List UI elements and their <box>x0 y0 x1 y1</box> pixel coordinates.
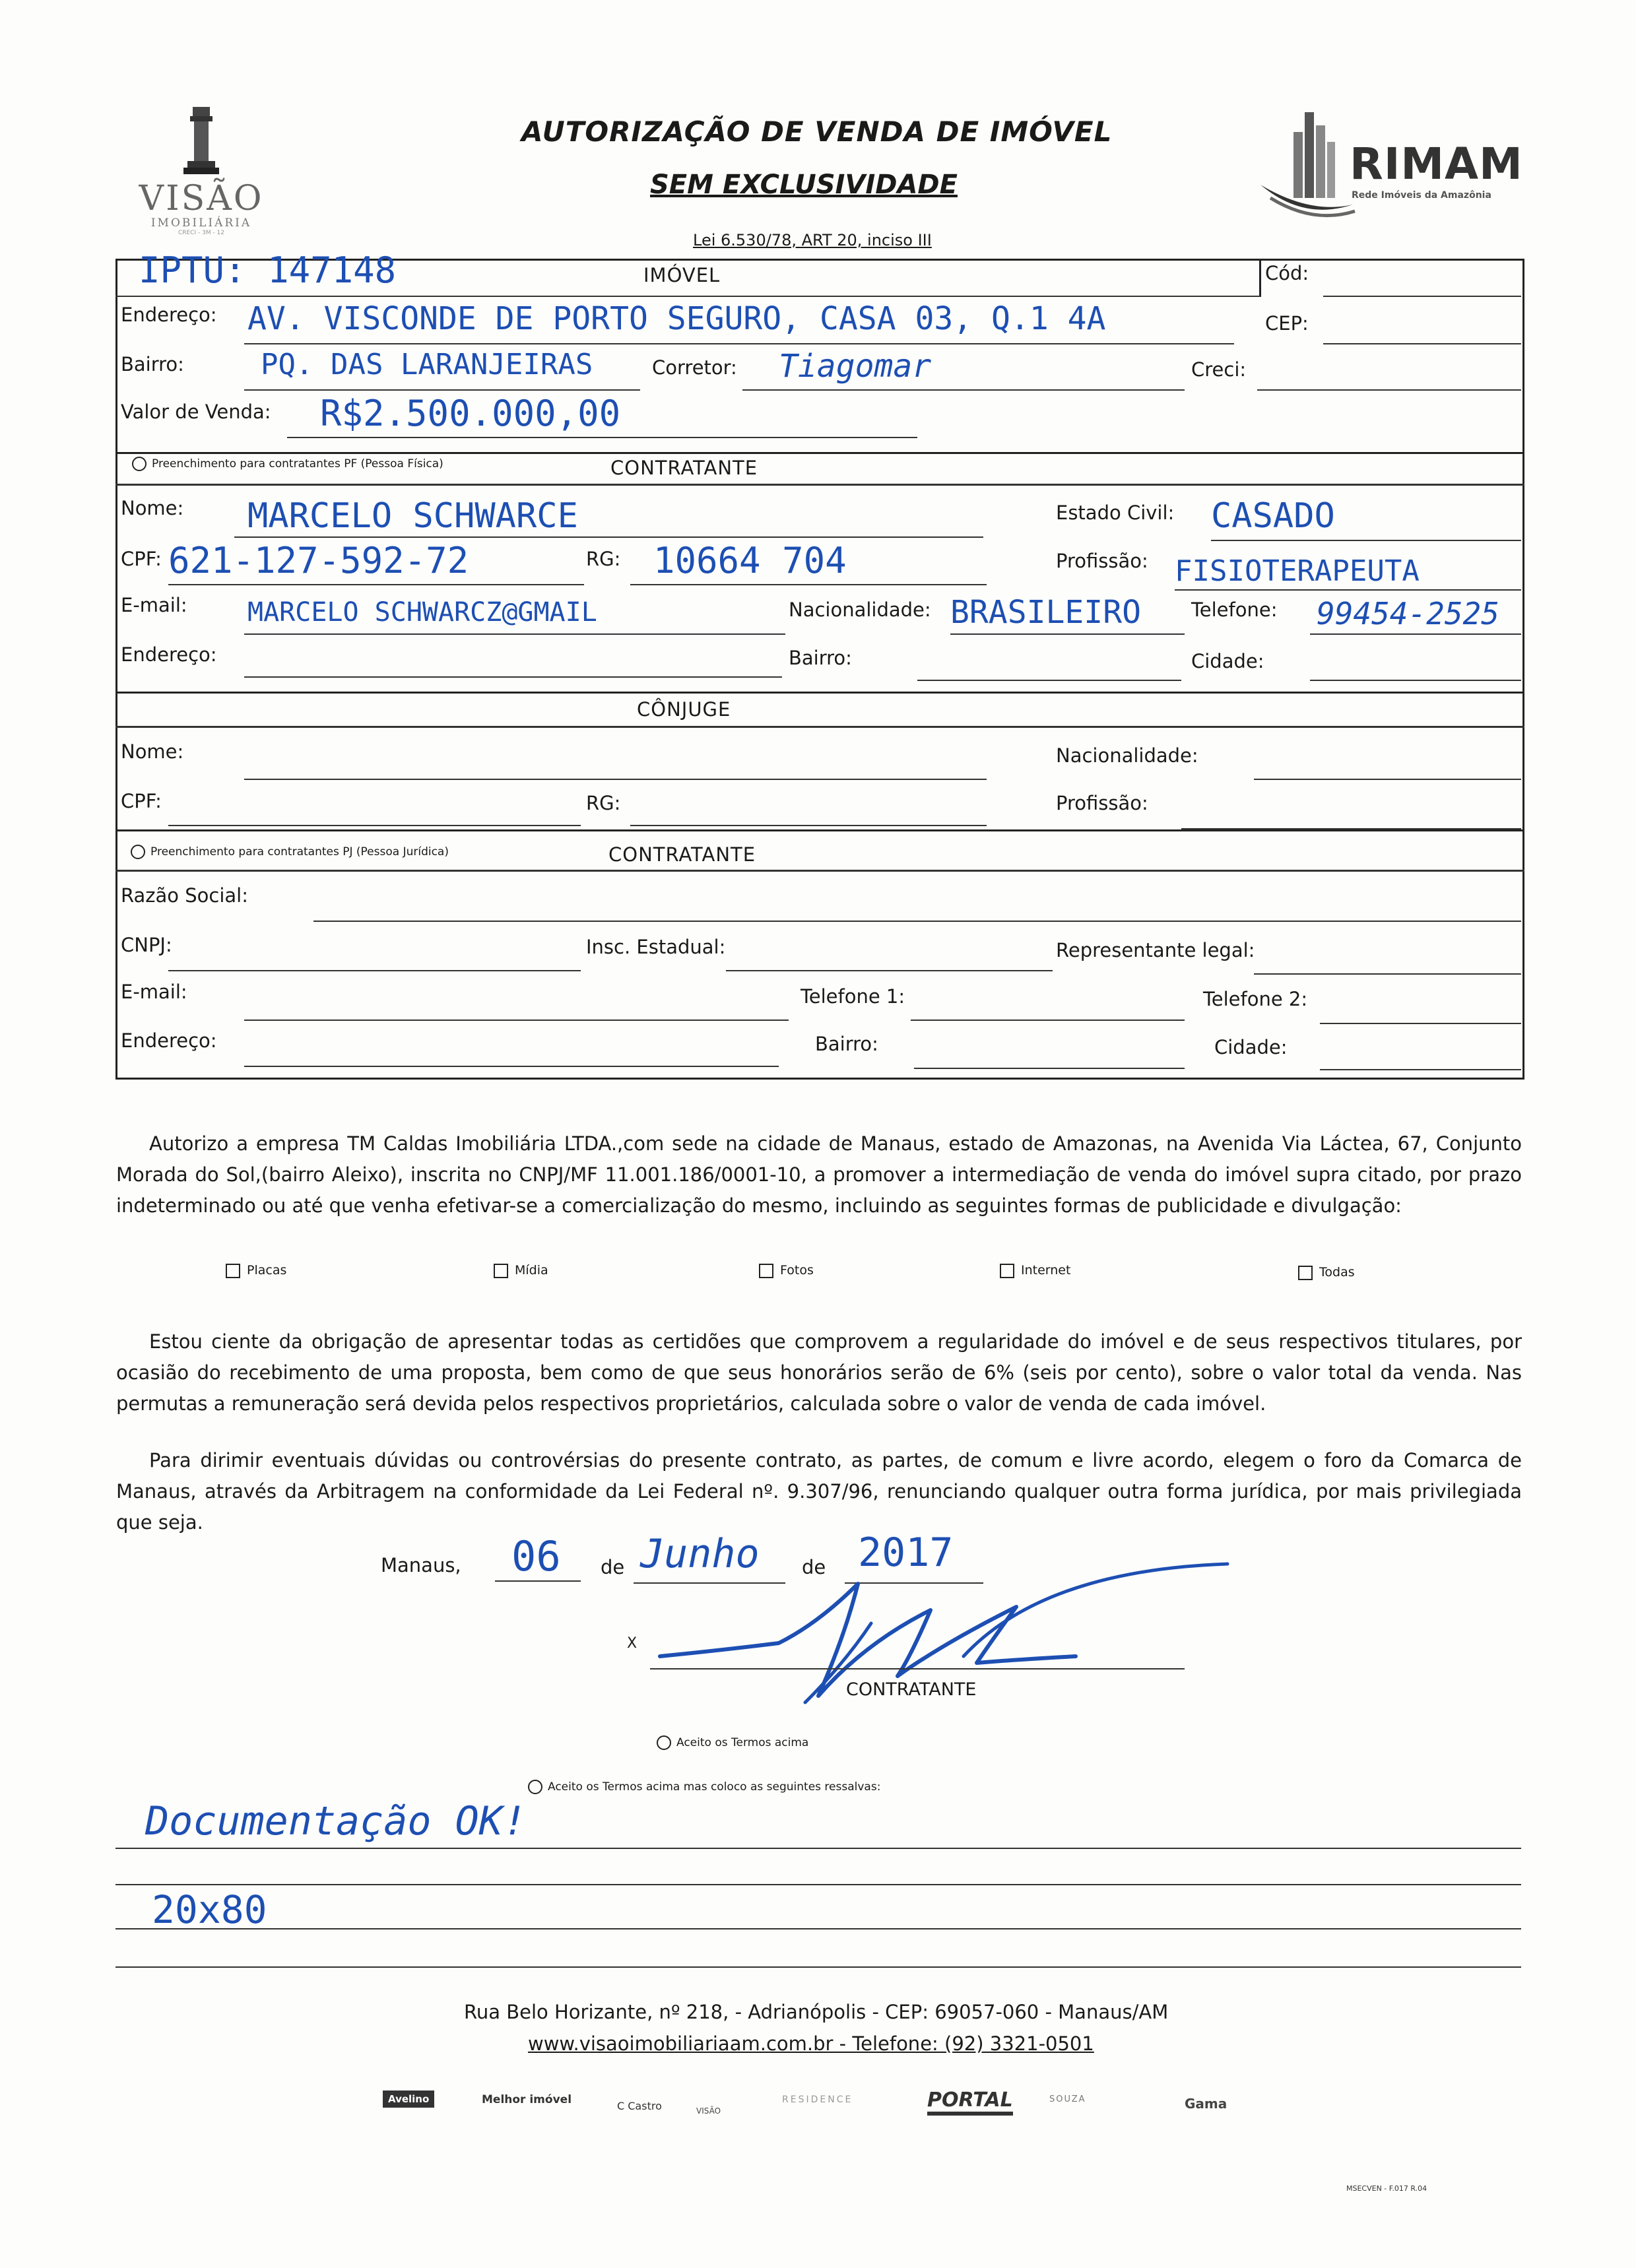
radio-pf-label: Preenchimento para contratantes PF (Pessoa Física) <box>152 457 443 470</box>
pj-cidade-label: Cidade: <box>1214 1036 1288 1058</box>
partner-melhor-imovel: Melhor imóvel <box>482 2093 572 2106</box>
certificates-paragraph <box>116 1326 1522 1419</box>
footer-contact[interactable]: www.visaoimobiliariaam.com.br - Telefone: (92) 3321-0501 <box>528 2032 1094 2055</box>
pf-nome-value[interactable]: MARCELO SCHWARCE <box>247 496 578 536</box>
checkbox-internet-label: Internet <box>1021 1263 1071 1278</box>
pf-cpf-value[interactable]: 621-127-592-72 <box>168 540 469 581</box>
date-de-1: de <box>601 1556 625 1578</box>
radio-accept-reservations-circle[interactable] <box>528 1780 542 1794</box>
imovel-endereco-value[interactable]: AV. VISCONDE DE PORTO SEGURO, CASA 03, Q.1 4A <box>247 300 1106 337</box>
partner-visao: VISÃO <box>696 2106 721 2116</box>
partner-logos <box>383 2085 1260 2131</box>
pf-estado-civil-label: Estado Civil: <box>1056 502 1175 524</box>
radio-accept[interactable] <box>657 1735 808 1750</box>
pf-telefone-label: Telefone: <box>1191 599 1278 621</box>
date-city: Manaus, <box>381 1554 461 1576</box>
imovel-bairro-value[interactable]: PQ. DAS LARANJEIRAS <box>261 348 593 381</box>
pj-representante-label: Representante legal: <box>1056 939 1255 961</box>
checkbox-placas-label: Placas <box>247 1263 287 1278</box>
radio-accept-reservations[interactable] <box>528 1780 880 1794</box>
radio-accept-circle[interactable] <box>657 1735 671 1750</box>
authorization-paragraph <box>116 1128 1522 1221</box>
corretor-label: Corretor: <box>652 356 737 379</box>
logo-visao-creci: CRECI - 3M - 12 <box>178 230 225 236</box>
checkbox-fotos-label: Fotos <box>780 1263 814 1278</box>
checkbox-midia-box[interactable] <box>494 1264 508 1278</box>
partner-souza: SOUZA <box>1049 2094 1086 2104</box>
checkbox-placas-box[interactable] <box>226 1264 240 1278</box>
valor-value[interactable]: R$2.500.000,00 <box>320 393 621 434</box>
partner-ccastro: C Castro <box>617 2100 662 2112</box>
imovel-title-divider <box>1259 259 1261 297</box>
pf-profissao-label: Profissão: <box>1056 550 1148 572</box>
checkbox-internet-box[interactable] <box>1000 1264 1014 1278</box>
checkbox-fotos-box[interactable] <box>759 1264 773 1278</box>
signature-x-mark: X <box>627 1635 638 1652</box>
pf-profissao-value[interactable]: FISIOTERAPEUTA <box>1175 554 1420 588</box>
cep-label: CEP: <box>1265 312 1309 335</box>
checkbox-midia-label: Mídia <box>515 1263 548 1278</box>
building-swoosh-icon <box>1257 106 1356 221</box>
checkbox-todas[interactable] <box>1298 1265 1355 1280</box>
pj-endereco-label: Endereço: <box>121 1029 217 1052</box>
partner-portal: PORTAL <box>927 2089 1013 2116</box>
logo-visao-sub: IMOBILIÁRIA <box>150 216 252 230</box>
radio-pj-circle[interactable] <box>131 845 145 859</box>
law-reference: Lei 6.530/78, ART 20, inciso III <box>693 231 932 249</box>
form-code: MSECVEN - F.017 R.04 <box>1346 2184 1427 2193</box>
corretor-value[interactable]: Tiagomar <box>779 348 932 385</box>
partner-gama: Gama <box>1185 2096 1227 2112</box>
pj-telefone2-label: Telefone 2: <box>1203 988 1308 1010</box>
checkbox-todas-label: Todas <box>1319 1265 1355 1280</box>
iptu-value[interactable]: IPTU: 147148 <box>139 249 397 291</box>
reservation-note-2[interactable]: 20x80 <box>152 1887 267 1932</box>
pf-bairro-label: Bairro: <box>789 647 852 669</box>
pj-razao-label: Razão Social: <box>121 884 248 907</box>
conjuge-section-title: CÔNJUGE <box>637 698 731 721</box>
conjuge-profissao-label: Profissão: <box>1056 792 1148 814</box>
contratante-signature[interactable] <box>647 1544 1241 1742</box>
pj-email-label: E-mail: <box>121 981 187 1003</box>
valor-label: Valor de Venda: <box>121 401 271 423</box>
logo-visao-name: VISÃO <box>139 179 264 218</box>
pf-email-label: E-mail: <box>121 594 187 616</box>
pf-nacionalidade-label: Nacionalidade: <box>789 599 931 621</box>
document-title: AUTORIZAÇÃO DE VENDA DE IMÓVEL <box>521 115 1113 148</box>
logo-rimam <box>1257 106 1521 221</box>
jurisdiction-text: Para dirimir eventuais dúvidas ou controvérsias do presente contrato, as partes, de comum e livre acordo, elegem o foro da Comarca de Manaus, através da Arbitragem na conformidade da Lei Federal nº. 9.307/96, renunciando qualquer outra forma jurídica, por mais privilegiada que seja. <box>116 1449 1522 1534</box>
contratante-pj-title: CONTRATANTE <box>608 843 756 866</box>
pf-cidade-label: Cidade: <box>1191 650 1264 672</box>
conjuge-nacionalidade-label: Nacionalidade: <box>1056 744 1198 767</box>
certificates-text: Estou ciente da obrigação de apresentar todas as certidões que comprovem a regularidade do imóvel e de seus respectivos titulares, por ocasião do recebimento de uma proposta, bem como de que seus honorários serão de 6% (seis por cento), sobre o valor total da venda. Nas permutas a remuneração será devida pelos respectivos proprietários, calculada sobre o valor de venda de cada imóvel. <box>116 1330 1522 1415</box>
pf-cpf-label: CPF: <box>121 548 162 570</box>
checkbox-internet[interactable] <box>1000 1263 1070 1278</box>
creci-label: Creci: <box>1191 358 1247 381</box>
checkbox-todas-box[interactable] <box>1298 1266 1313 1280</box>
imovel-bairro-label: Bairro: <box>121 353 184 375</box>
radio-pj[interactable] <box>131 845 449 859</box>
cod-label: Cód: <box>1265 262 1309 284</box>
checkbox-placas[interactable] <box>226 1263 286 1278</box>
conjuge-rg-label: RG: <box>586 792 621 814</box>
pf-nome-label: Nome: <box>121 497 184 519</box>
imovel-section-title: IMÓVEL <box>643 264 721 286</box>
pj-insc-label: Insc. Estadual: <box>586 936 726 958</box>
conjuge-cpf-label: CPF: <box>121 790 162 812</box>
partner-residence: RESIDENCE <box>782 2094 853 2105</box>
pf-telefone-value[interactable]: 99454-2525 <box>1317 596 1499 632</box>
radio-accept-reservations-label: Aceito os Termos acima mas coloco as seguintes ressalvas: <box>548 1780 881 1794</box>
pf-endereco-label: Endereço: <box>121 643 217 666</box>
conjuge-nome-label: Nome: <box>121 740 184 763</box>
reservation-note-1[interactable]: Documentação OK! <box>145 1798 527 1844</box>
pj-telefone1-label: Telefone 1: <box>801 985 905 1008</box>
signature-label: CONTRATANTE <box>846 1679 977 1700</box>
footer-address: Rua Belo Horizante, nº 218, - Adrianópolis - CEP: 69057-060 - Manaus/AM <box>464 2001 1169 2023</box>
date-month[interactable]: Junho <box>640 1531 760 1577</box>
jurisdiction-paragraph <box>116 1445 1522 1538</box>
pf-nacionalidade-value[interactable]: BRASILEIRO <box>950 594 1141 631</box>
pf-email-value[interactable]: MARCELO SCHWARCZ@GMAIL <box>247 597 597 628</box>
logo-visao <box>119 99 284 236</box>
tower-icon <box>119 99 284 178</box>
pf-estado-civil-value[interactable]: CASADO <box>1211 496 1335 536</box>
radio-pj-label: Preenchimento para contratantes PJ (Pessoa Jurídica) <box>150 845 449 859</box>
radio-pf-circle[interactable] <box>132 457 147 471</box>
pf-rg-label: RG: <box>586 548 621 570</box>
pf-rg-value[interactable]: 10664 704 <box>653 540 847 581</box>
pj-cnpj-label: CNPJ: <box>121 934 172 956</box>
checkbox-midia[interactable] <box>494 1263 548 1278</box>
imovel-endereco-label: Endereço: <box>121 304 217 326</box>
date-de-2: de <box>802 1556 826 1578</box>
logo-rimam-sub: Rede Imóveis da Amazônia <box>1352 190 1491 201</box>
contratante-pf-title: CONTRATANTE <box>610 457 758 479</box>
partner-avelino: Avelino <box>383 2090 434 2108</box>
logo-rimam-name: RIMAM <box>1350 139 1523 189</box>
radio-pf[interactable] <box>132 457 443 471</box>
document-subtitle: SEM EXCLUSIVIDADE <box>650 170 958 200</box>
pj-bairro-label: Bairro: <box>815 1033 878 1055</box>
date-year[interactable]: 2017 <box>858 1530 954 1576</box>
authorization-text: Autorizo a empresa TM Caldas Imobiliária LTDA.,com sede na cidade de Manaus, estado de Amazonas, na Avenida Via Láctea, 67, Conjunto Morada do Sol,(bairro Aleixo), inscrita no CNPJ/MF 11.001.186/0001-10, a promover a intermediação de venda do imóvel supra citado, por prazo indeterminado ou até que venha efetivar-se a comercialização do mesmo, incluindo as seguintes formas de publicidade e divulgação: <box>116 1132 1522 1217</box>
radio-accept-label: Aceito os Termos acima <box>676 1736 809 1749</box>
checkbox-fotos[interactable] <box>759 1263 814 1278</box>
date-day[interactable]: 06 <box>511 1532 561 1580</box>
